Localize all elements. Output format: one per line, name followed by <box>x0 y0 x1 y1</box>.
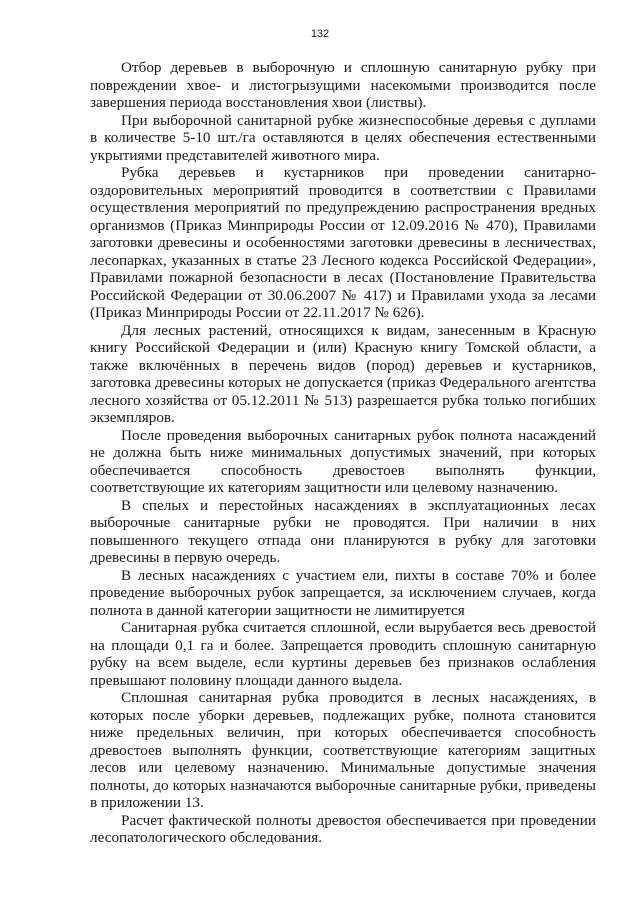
paragraph: Отбор деревьев в выборочную и сплошную санитарную рубку при повреждении хвое- и листогрызущими насекомыми производится после завершения периода восстановления хвои (листвы). <box>90 59 596 111</box>
paragraph: Сплошная санитарная рубка проводится в лесных насаждениях, в которых после уборки деревьев, подлежащих рубке, полнота становится ниже предельных величин, при которых обеспечивается способность древостоев выполнять функции, соответствующие категориям защитных лесов или целевому назначению. Минимальные допустимые значения полноты, до которых назначаются выборочные санитарные рубки, приведены в приложении 13. <box>90 689 596 811</box>
paragraph: Рубка деревьев и кустарников при проведении санитарно-оздоровительных мероприятий проводится в соответствии с Правилами осуществления мероприятий по предупреждению распространения вредных организмов (Приказ Минприроды России от 12.09.2016 № 470), Правилами заготовки древесины и особенностями заготовки древесины в лесничествах, лесопарках, указанных в статье 23 Лесного кодекса Российской Федерации», Правилами пожарной безопасности в лесах (Постановление Правительства Российской Федерации от 30.06.2007 № 417) и Правилами ухода за лесами (Приказ Минприроды России от 22.11.2017 № 626). <box>90 164 596 321</box>
paragraph: Санитарная рубка считается сплошной, если вырубается весь древостой на площади 0,1 га и более. Запрещается проводить сплошную санитарную рубку на всем выделе, если куртины деревьев без признаков ослабления превышают половину площади данного выдела. <box>90 619 596 689</box>
paragraph: В спелых и перестойных насаждениях в эксплуатационных лесах выборочные санитарные рубки не проводятся. При наличии в них повышенного текущего отпада они планируются в рубку для заготовки древесины в первую очередь. <box>90 496 596 566</box>
paragraph: Для лесных растений, относящихся к видам, занесенным в Красную книгу Российской Федерации и (или) Красную книгу Томской области, а также включённых в перечень видов (пород) деревьев и кустарников, заготовка древесины которых не допускается (приказ Федерального агентства лесного хозяйства от 05.12.2011 № 513) разрешается рубка только погибших экземпляров. <box>90 321 596 426</box>
document-body <box>90 59 596 847</box>
paragraph: При выборочной санитарной рубке жизнеспособные деревья с дуплами в количестве 5-10 шт./га оставляются в целях обеспечения естественными укрытиями представителей животного мира. <box>90 111 596 164</box>
paragraph: В лесных насаждениях с участием ели, пихты в составе 70% и более проведение выборочных рубок запрещается, за исключением случаев, когда полнота в данной категории защитности не лимитируется <box>90 566 596 619</box>
page-number: 132 <box>310 28 330 40</box>
paragraph: После проведения выборочных санитарных рубок полнота насаждений не должна быть ниже минимальных допустимых значений, при которых обеспечивается способность древостоев выполнять функции, соответствующие их категориям защитности или целевому назначению. <box>90 426 596 496</box>
paragraph: Расчет фактической полноты древостоя обеспечивается при проведении лесопатологического обследования. <box>90 811 596 846</box>
